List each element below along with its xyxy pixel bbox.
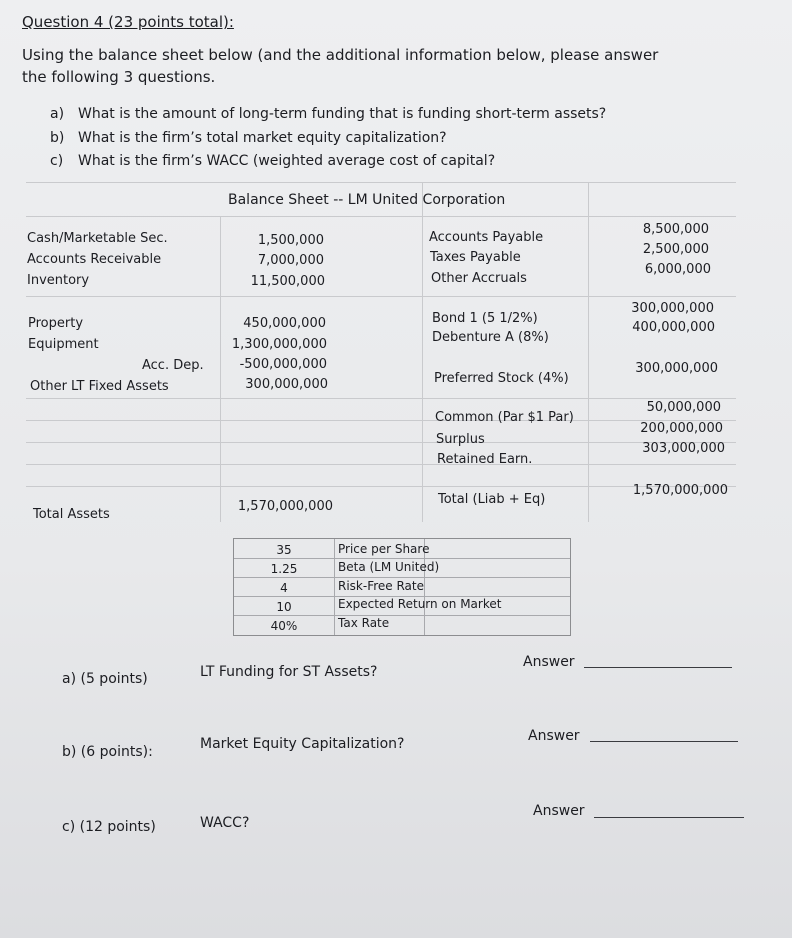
answer-c-points: c) (12 points) [62, 819, 156, 835]
info-label: Price per Share [338, 542, 430, 556]
total-assets-label: Total Assets [33, 507, 110, 522]
question-c-letter: c) [50, 153, 64, 169]
answer-b-blank[interactable] [590, 741, 738, 742]
answer-a-blank[interactable] [584, 667, 732, 668]
liability-value: 8,500,000 [642, 222, 709, 237]
liability-value: 300,000,000 [631, 301, 714, 316]
answer-c-label: Answer [533, 803, 585, 819]
total-assets-value: 1,570,000,000 [237, 499, 333, 514]
question-a-letter: a) [50, 106, 65, 122]
liability-value: 300,000,000 [635, 361, 718, 376]
question-a-text: What is the amount of long-term funding that is funding short-term assets? [78, 106, 607, 122]
asset-label: Other LT Fixed Assets [30, 379, 169, 394]
question-intro: Using the balance sheet below (and the additional information below, please answer the following 3 questions. [22, 46, 659, 86]
answer-b-label: Answer [528, 728, 580, 744]
asset-label: Inventory [27, 273, 90, 288]
liability-value: 50,000,000 [646, 400, 721, 415]
liability-label: Bond 1 (5 1/2%) [432, 311, 538, 326]
question-c-text: What is the firm’s WACC (weighted average cost of capital? [78, 153, 496, 169]
info-value: 1.25 [270, 562, 298, 576]
liability-label: Debenture A (8%) [432, 330, 549, 345]
asset-label: Equipment [28, 337, 99, 352]
info-label: Risk-Free Rate [338, 579, 424, 593]
total-liab-eq-label: Total (Liab + Eq) [438, 492, 546, 507]
asset-value: -500,000,000 [239, 357, 327, 372]
asset-label: Acc. Dep. [142, 358, 204, 373]
liability-value: 6,000,000 [644, 262, 711, 277]
answer-a-prompt: LT Funding for ST Assets? [200, 664, 378, 680]
liability-label: Common (Par $1 Par) [435, 410, 574, 425]
liability-label: Preferred Stock (4%) [434, 371, 569, 386]
answer-a-points: a) (5 points) [62, 671, 148, 687]
asset-label: Cash/Marketable Sec. [27, 231, 168, 246]
info-value: 10 [276, 600, 292, 614]
asset-value: 450,000,000 [243, 316, 326, 331]
answer-b-prompt: Market Equity Capitalization? [200, 736, 405, 752]
info-label: Expected Return on Market [338, 597, 502, 611]
liability-label: Retained Earn. [437, 452, 533, 467]
answer-a-label: Answer [523, 654, 575, 670]
question-title: Question 4 (23 points total): [22, 13, 234, 31]
info-value: 40% [270, 619, 298, 633]
question-b-text: What is the firm’s total market equity capitalization? [78, 130, 447, 146]
asset-value: 11,500,000 [250, 274, 325, 289]
answer-b-points: b) (6 points): [62, 744, 153, 760]
balance-sheet-title: Balance Sheet -- LM United Corporation [228, 192, 506, 208]
liability-value: 303,000,000 [642, 441, 725, 456]
liability-label: Surplus [436, 432, 485, 447]
asset-label: Accounts Receivable [27, 252, 162, 267]
info-label: Beta (LM United) [338, 560, 440, 574]
total-liab-eq-value: 1,570,000,000 [632, 483, 728, 498]
liability-value: 400,000,000 [632, 320, 715, 335]
info-value: 4 [280, 581, 288, 595]
asset-value: 1,300,000,000 [231, 337, 327, 352]
additional-info-table [233, 538, 571, 636]
answer-c-prompt: WACC? [200, 815, 250, 831]
asset-value: 7,000,000 [257, 253, 324, 268]
liability-label: Taxes Payable [430, 250, 521, 265]
asset-value: 300,000,000 [245, 377, 328, 392]
answer-c-blank[interactable] [594, 817, 744, 818]
liability-value: 2,500,000 [642, 242, 709, 257]
info-value: 35 [276, 543, 292, 557]
asset-value: 1,500,000 [257, 233, 324, 248]
asset-label: Property [28, 316, 84, 331]
question-b-letter: b) [50, 130, 65, 146]
liability-value: 200,000,000 [640, 421, 723, 436]
liability-label: Other Accruals [431, 271, 527, 286]
info-label: Tax Rate [338, 616, 390, 630]
liability-label: Accounts Payable [429, 230, 544, 245]
